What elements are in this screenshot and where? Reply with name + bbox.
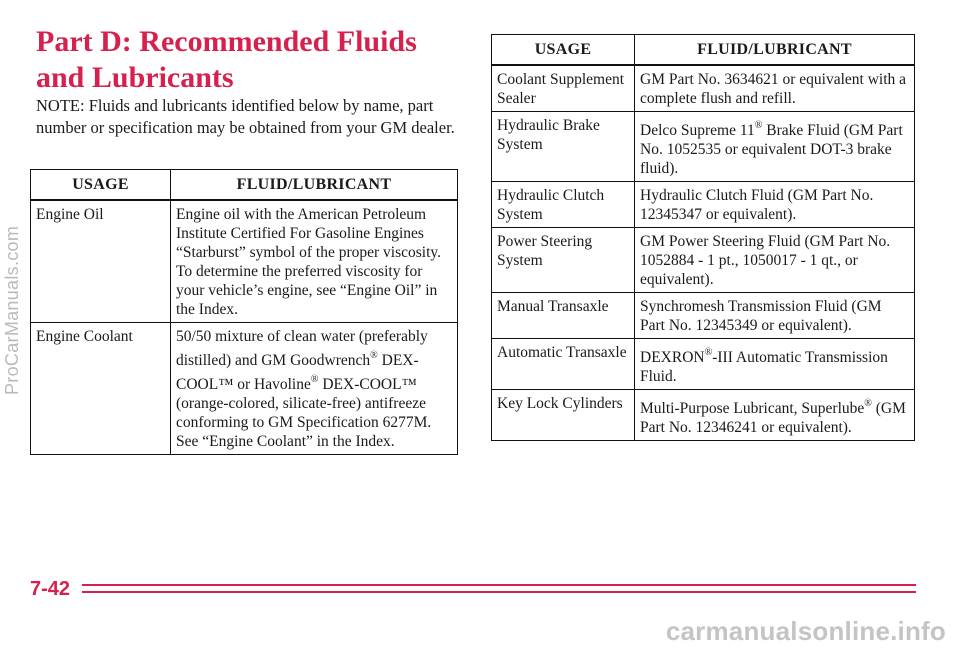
fluid-text: DEX-COOL™ or Havoline	[176, 352, 419, 393]
registered-mark: ®	[754, 120, 763, 131]
usage-cell: Key Lock Cylinders	[492, 390, 635, 441]
fluid-cell: GM Power Steering Fluid (GM Part No. 1052884 - 1 pt., 1050017 - 1 qt., or equivalent).	[635, 228, 915, 293]
fluid-text: DEXRON	[640, 349, 705, 366]
page-title: Part D: Recommended Fluids and Lubricants	[36, 25, 417, 94]
table-row	[492, 390, 915, 441]
registered-mark: ®	[370, 350, 378, 361]
table-header-row	[31, 170, 458, 201]
usage-cell: Engine Oil	[31, 200, 171, 323]
usage-cell: Coolant Supplement Sealer	[492, 65, 635, 112]
fluid-cell: Synchromesh Transmission Fluid (GM Part No. 12345349 or equivalent).	[635, 293, 915, 339]
page-footer	[30, 578, 916, 600]
fluid-text: Brake Fluid (GM Part No. 1052535 or equivalent DOT-3 brake fluid).	[640, 122, 903, 177]
usage-cell: Automatic Transaxle	[492, 339, 635, 390]
fluid-cell	[635, 112, 915, 182]
table-row	[31, 200, 458, 323]
registered-mark: ®	[704, 347, 713, 358]
table-row	[31, 323, 458, 455]
note-text: NOTE: Fluids and lubricants identified below by name, part number or specification may be obtained from your GM dealer.	[36, 96, 455, 137]
page-number: 7-42	[30, 578, 71, 600]
fluids-table-left	[30, 169, 458, 455]
fluid-cell: Engine oil with the American Petroleum Institute Certified For Gasoline Engines “Starburst” symbol of the proper viscosity. To determine the preferred viscosity for your vehicle’s engine, see “Engine Oil” in the Index.	[171, 200, 458, 323]
table-row	[492, 339, 915, 390]
table-row	[492, 228, 915, 293]
table-row	[492, 65, 915, 112]
usage-cell: Hydraulic Brake System	[492, 112, 635, 182]
fluid-text: -III Automatic Transmission Fluid.	[640, 349, 888, 385]
usage-cell: Hydraulic Clutch System	[492, 182, 635, 228]
table-header-row	[492, 35, 915, 66]
fluid-text: (GM Part No. 12346241 or equivalent).	[640, 400, 906, 436]
fluid-header: FLUID/LUBRICANT	[171, 170, 458, 201]
fluid-cell: GM Part No. 3634621 or equivalent with a complete flush and refill.	[635, 65, 915, 112]
fluid-header: FLUID/LUBRICANT	[635, 35, 915, 66]
table-row	[492, 112, 915, 182]
fluid-text: Delco Supreme 11	[640, 122, 755, 139]
bottom-watermark: carmanualsonline.info	[665, 616, 946, 646]
usage-cell: Manual Transaxle	[492, 293, 635, 339]
side-watermark: ProCarManuals.com	[2, 225, 22, 395]
usage-header: USAGE	[31, 170, 171, 201]
footer-rule	[82, 591, 916, 593]
fluid-cell	[635, 339, 915, 390]
fluids-table-right	[491, 34, 915, 441]
footer-rule	[82, 584, 916, 586]
registered-mark: ®	[310, 374, 319, 385]
table-row	[492, 182, 915, 228]
fluid-text: 50/50 mixture of clean water (preferably distilled) and GM Goodwrench	[176, 328, 428, 369]
usage-cell: Power Steering System	[492, 228, 635, 293]
registered-mark: ®	[864, 398, 872, 409]
table-row	[492, 293, 915, 339]
fluid-cell	[171, 323, 458, 455]
usage-cell: Engine Coolant	[31, 323, 171, 455]
fluid-cell	[635, 390, 915, 441]
fluid-text: DEX-COOL™ (orange-colored, silicate-free) antifreeze conforming to GM Specification 6277M. See “Engine Coolant” in the Index.	[176, 376, 432, 450]
fluid-text: Multi-Purpose Lubricant, Superlube	[640, 400, 865, 417]
fluid-cell: Hydraulic Clutch Fluid (GM Part No. 12345347 or equivalent).	[635, 182, 915, 228]
usage-header: USAGE	[492, 35, 635, 66]
